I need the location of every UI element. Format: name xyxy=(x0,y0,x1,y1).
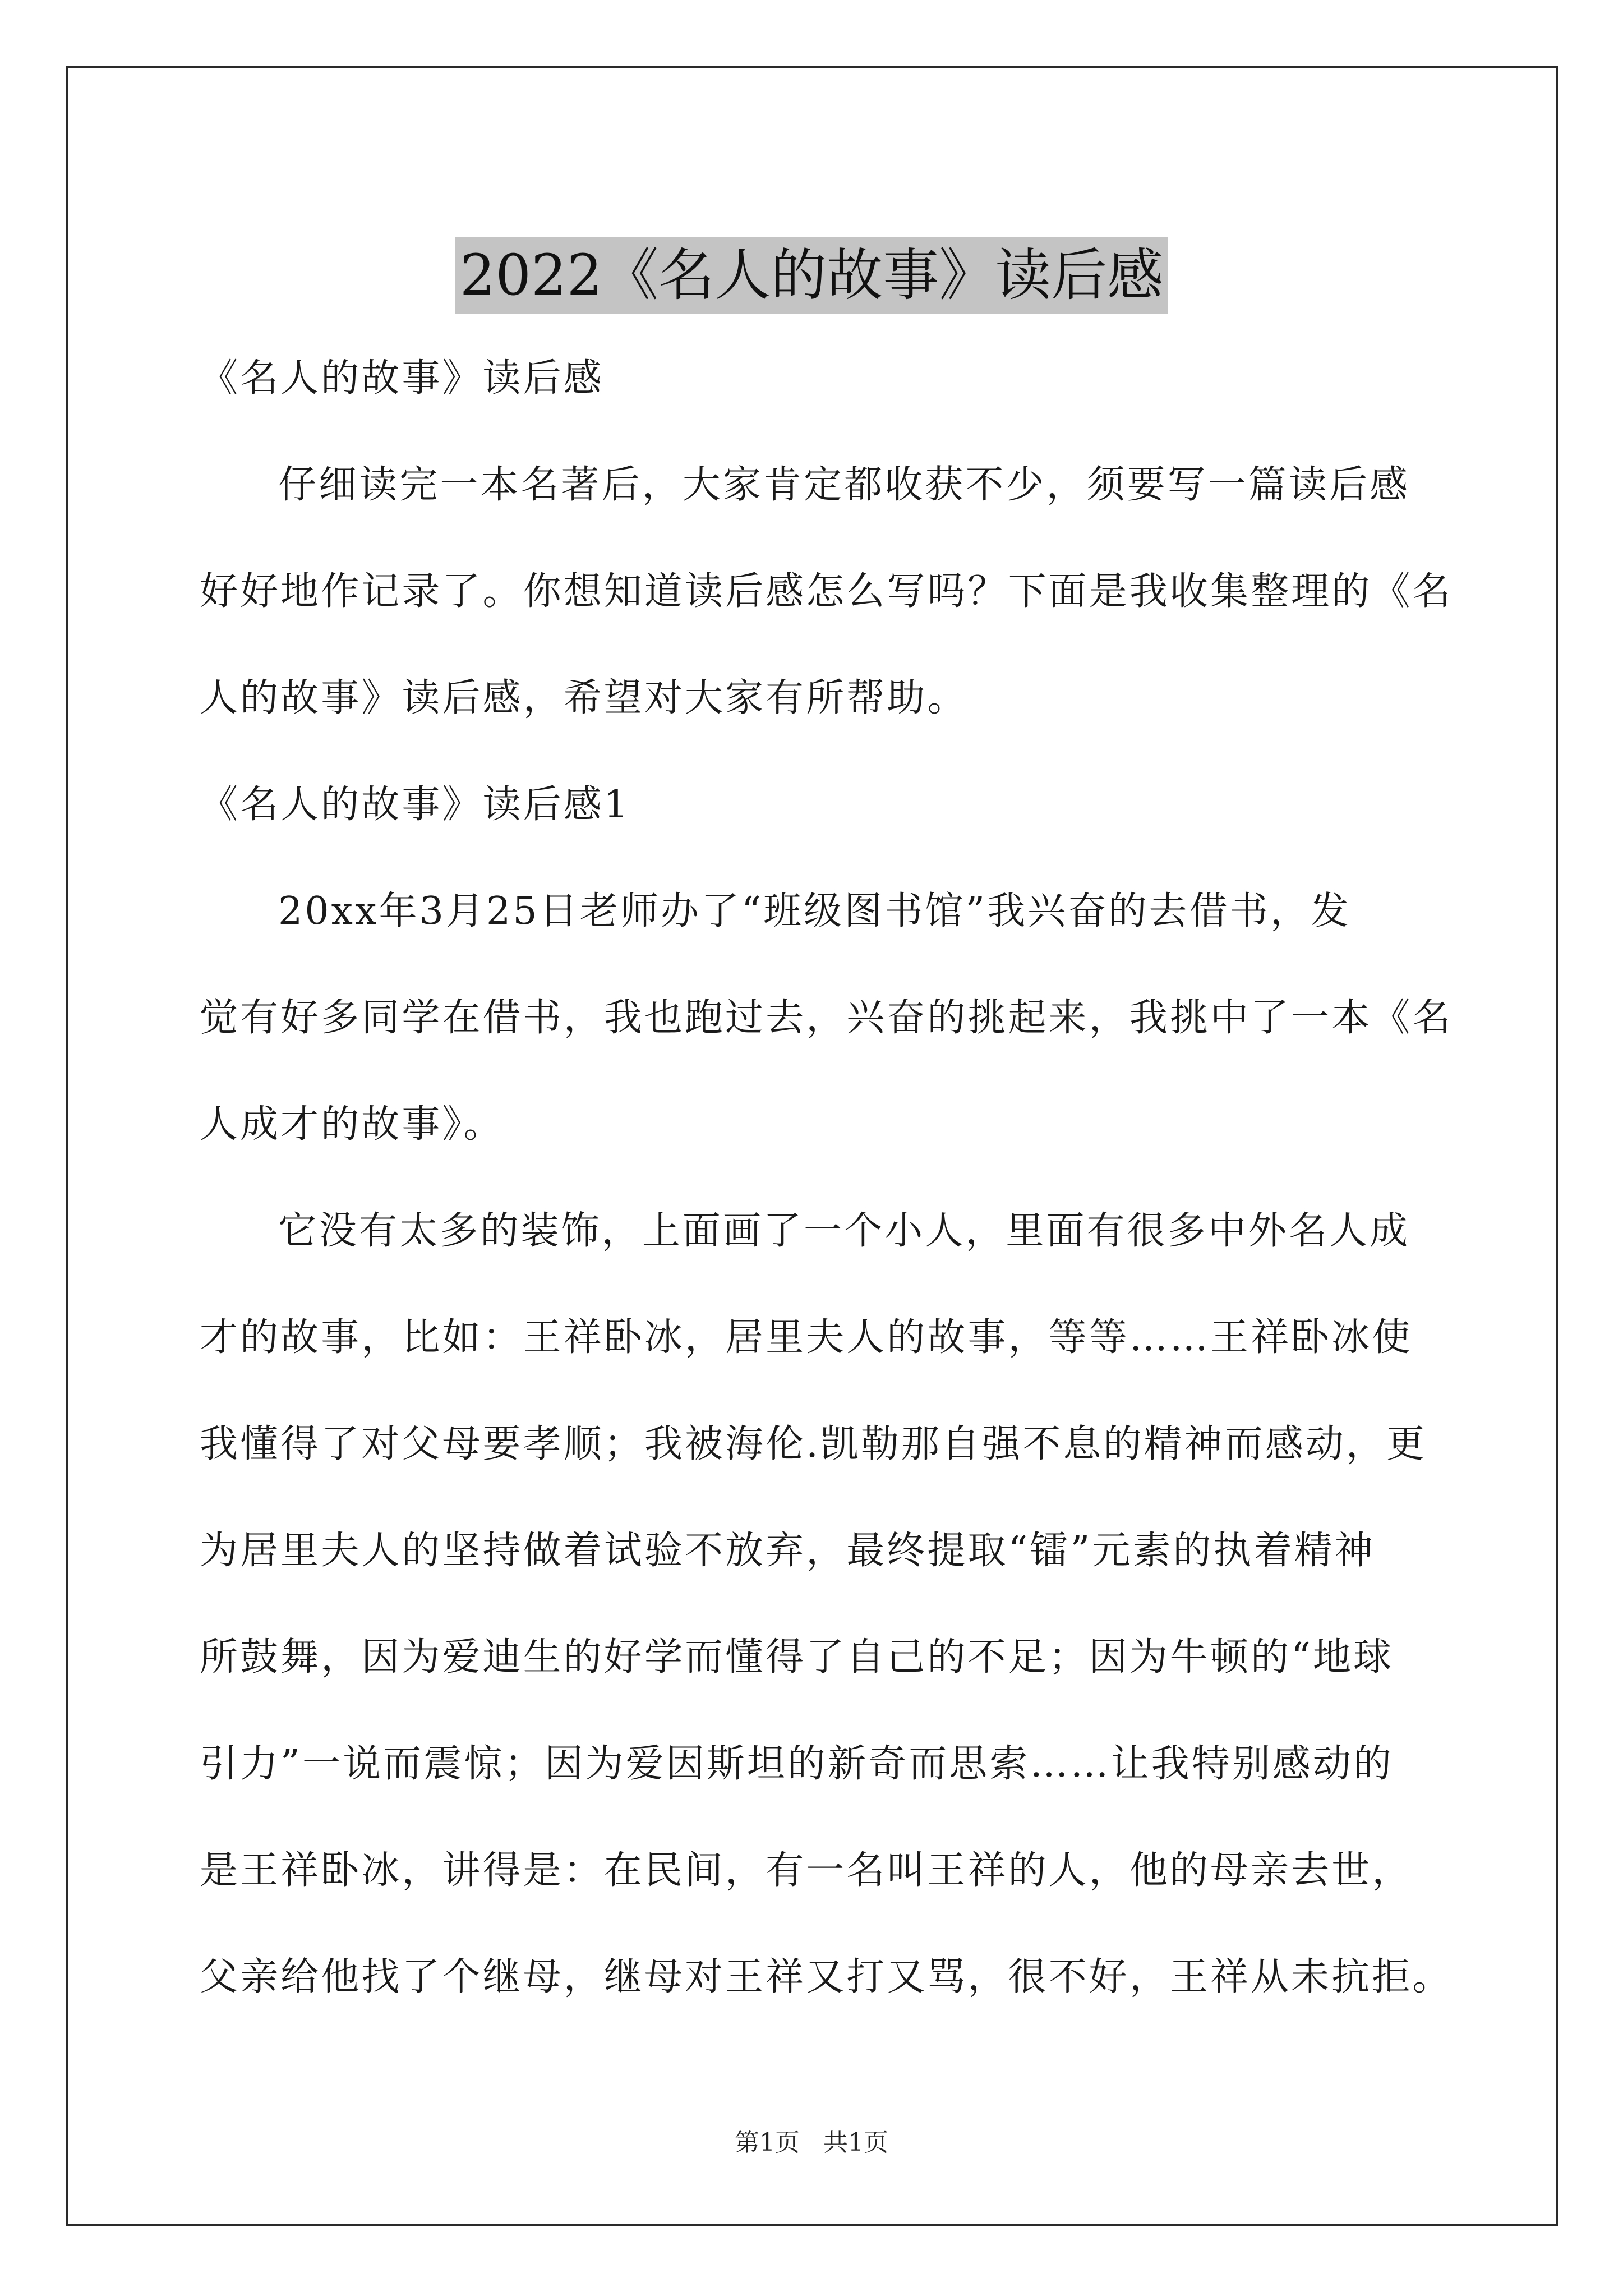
title-container xyxy=(0,199,1623,352)
paragraph-line: 才的故事，比如：王祥卧冰，居里夫人的故事，等等……王祥卧冰使 xyxy=(200,1315,1413,1360)
paragraph-line: 引力”一说而震惊；因为爱因斯坦的新奇而思索……让我特别感动的 xyxy=(200,1742,1394,1786)
section-heading: 《名人的故事》读后感 xyxy=(200,356,604,401)
page-total: 共1页 xyxy=(823,2128,888,2157)
paragraph-line: 它没有太多的装饰，上面画了一个小人，里面有很多中外名人成 xyxy=(278,1209,1410,1253)
paragraph-line: 仔细读完一本名著后，大家肯定都收获不少，须要写一篇读后感 xyxy=(278,463,1410,507)
paragraph-line: 人成才的故事》。 xyxy=(200,1102,504,1147)
paragraph-line: 为居里夫人的坚持做着试验不放弃，最终提取“镭”元素的执着精神 xyxy=(200,1529,1375,1573)
paragraph-line: 好好地作记录了。你想知道读后感怎么写吗？下面是我收集整理的《名 xyxy=(200,569,1453,614)
paragraph-line: 20xx年3月25日老师办了“班级图书馆”我兴奋的去借书，发 xyxy=(278,889,1351,933)
document-title: 2022《名人的故事》读后感 xyxy=(455,237,1168,314)
paragraph-line: 我懂得了对父母要孝顺；我被海伦.凯勒那自强不息的精神而感动，更 xyxy=(200,1422,1427,1466)
page-number: 第1页 xyxy=(735,2128,800,2157)
paragraph-line: 是王祥卧冰，讲得是：在民间，有一名叫王祥的人，他的母亲去世， xyxy=(200,1848,1413,1893)
section-heading: 《名人的故事》读后感1 xyxy=(200,783,631,827)
paragraph-line: 人的故事》读后感，希望对大家有所帮助。 xyxy=(200,676,968,720)
paragraph-line: 父亲给他找了个继母，继母对王祥又打又骂，很不好，王祥从未抗拒。 xyxy=(200,1955,1453,1999)
page-footer xyxy=(0,2126,1623,2160)
paragraph-line: 觉有好多同学在借书，我也跑过去，兴奋的挑起来，我挑中了一本《名 xyxy=(200,996,1453,1040)
paragraph-line: 所鼓舞，因为爱迪生的好学而懂得了自己的不足；因为牛顿的“地球 xyxy=(200,1635,1394,1680)
